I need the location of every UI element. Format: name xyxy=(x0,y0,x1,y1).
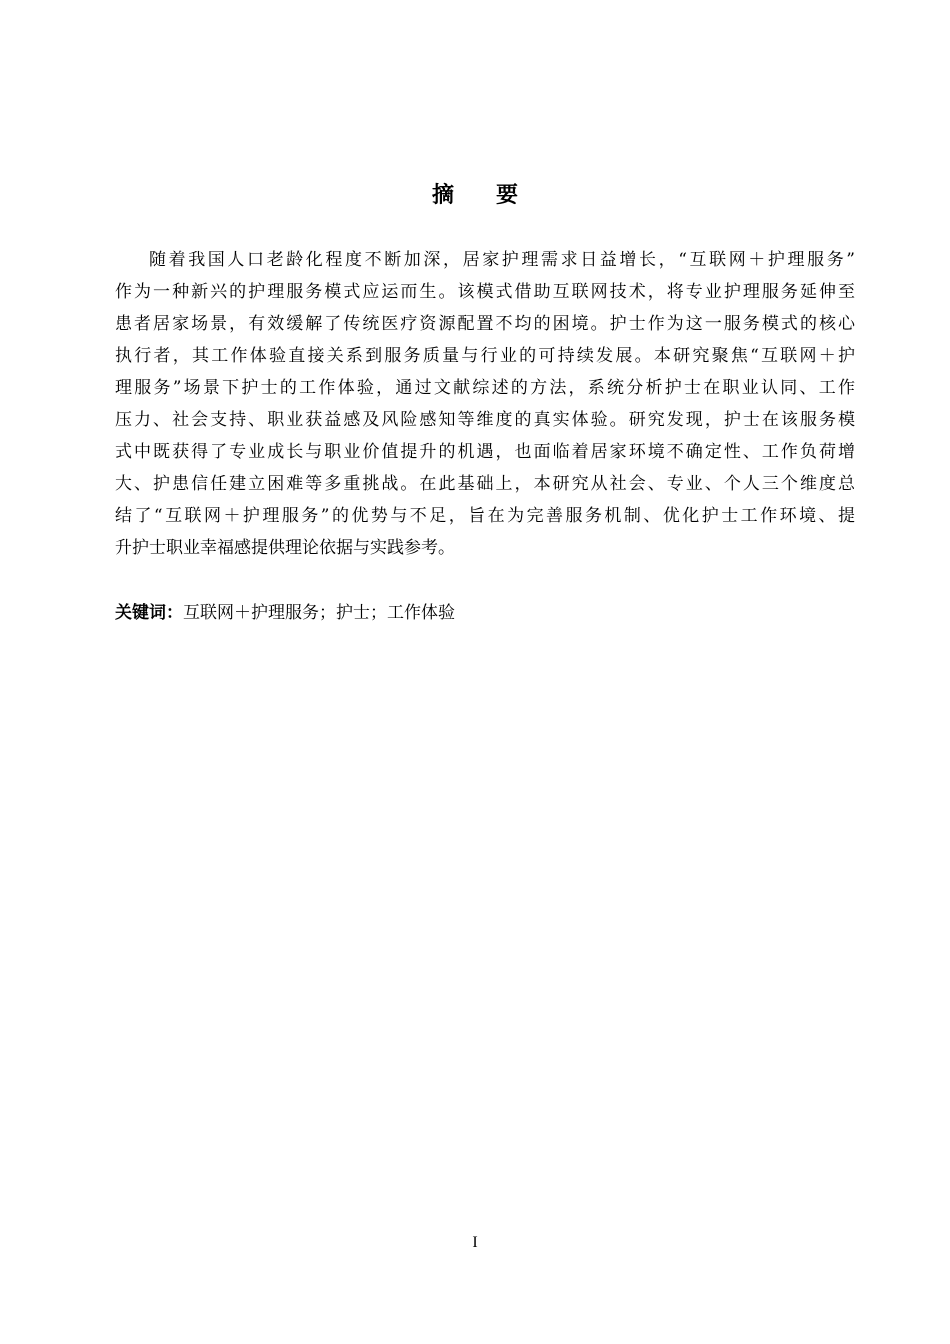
keywords-text: 互联网＋护理服务；护士；工作体验 xyxy=(183,603,455,623)
abstract-body xyxy=(115,249,855,569)
abstract-line-10: 升护士职业幸福感提供理论依据与实践参考。 xyxy=(115,538,455,558)
abstract-line-2: 作为一种新兴的护理服务模式应运而生。该模式借助互联网技术，将专业护理服务延伸至 xyxy=(115,282,855,302)
abstract-line-1: 随着我国人口老龄化程度不断加深，居家护理需求日益增长，“互联网＋护理服务” xyxy=(149,250,855,270)
abstract-line-9: 结了“互联网＋护理服务”的优势与不足，旨在为完善服务机制、优化护士工作环境、提 xyxy=(115,506,855,526)
page-title xyxy=(0,178,950,209)
abstract-line-5: 理服务”场景下护士的工作体验，通过文献综述的方法，系统分析护士在职业认同、工作 xyxy=(115,378,855,398)
title-char-2: 要 xyxy=(496,183,519,208)
page-number: I xyxy=(472,1234,478,1251)
abstract-line-8: 大、护患信任建立困难等多重挑战。在此基础上，本研究从社会、专业、个人三个维度总 xyxy=(115,474,855,494)
abstract-line-7: 式中既获得了专业成长与职业价值提升的机遇，也面临着居家环境不确定性、工作负荷增 xyxy=(115,442,855,462)
abstract-line-6: 压力、社会支持、职业获益感及风险感知等维度的真实体验。研究发现，护士在该服务模 xyxy=(115,410,855,430)
abstract-line-3: 患者居家场景，有效缓解了传统医疗资源配置不均的困境。护士作为这一服务模式的核心 xyxy=(115,314,855,334)
abstract-line-4: 执行者，其工作体验直接关系到服务质量与行业的可持续发展。本研究聚焦“互联网＋护 xyxy=(115,346,855,366)
keywords-line xyxy=(115,602,455,624)
keywords-label: 关键词： xyxy=(115,603,183,623)
title-char-1: 摘 xyxy=(431,183,454,208)
